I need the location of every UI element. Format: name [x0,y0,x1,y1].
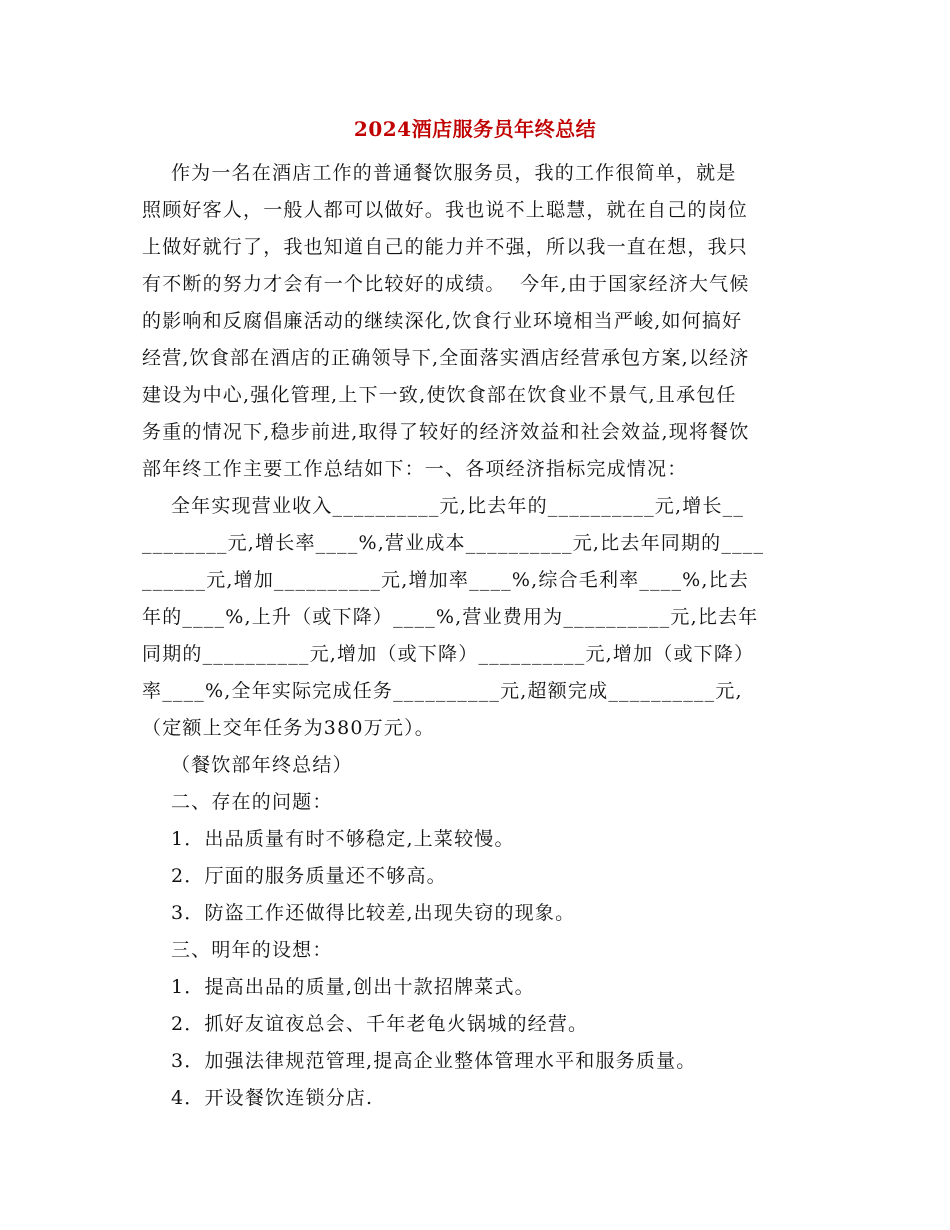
body-line: 经营,饮食部在酒店的正确领导下,全面落实酒店经营承包方案,以经济 [142,347,750,369]
body-line: 年的____%,上升（或下降）____%,营业费用为__________元,比去年 [142,606,759,628]
body-line: 二、存在的问题： [142,791,333,813]
body-line: 4．开设餐饮连锁分店. [142,1087,374,1109]
body-line: 的影响和反腐倡廉活动的继续深化,饮食行业环境相当严峻,如何搞好 [142,310,743,332]
body-line: 3．防盗工作还做得比较差,出现失窃的现象。 [142,902,576,924]
body-line: （餐饮部年终总结） [142,754,353,776]
body-line: 建设为中心,强化管理,上下一致,使饮食部在饮食业不景气,且承包任 [142,384,737,406]
body-line: 部年终工作主要工作总结如下：一、各项经济指标完成情况： [142,458,688,480]
body-line: 全年实现营业收入__________元,比去年的__________元,增长__ [142,495,745,517]
body-line: ________元,增长率____%,营业成本__________元,比去年同期的____ [142,532,765,554]
body-line: （定额上交年任务为380万元）。 [142,717,435,739]
body-line: 有不断的努力才会有一个比较好的成绩。 今年,由于国家经济大气候 [142,273,750,295]
body-line: 2．厅面的服务质量还不够高。 [142,865,447,887]
body-line: 作为一名在酒店工作的普通餐饮服务员，我的工作很简单，就是 [142,162,737,184]
body-line: 务重的情况下,稳步前进,取得了较好的经济效益和社会效益,现将餐饮 [142,421,750,443]
body-line: ______元,增加__________元,增加率____%,综合毛利率____%,比去 [142,569,750,591]
body-line: 3．加强法律规范管理,提高企业整体管理水平和服务质量。 [142,1050,697,1072]
body-line: 2．抓好友谊夜总会、千年老龟火锅城的经营。 [142,1013,589,1035]
body-line: 率____%,全年实际完成任务__________元,超额完成__________元, [142,680,743,702]
body-line: 1．出品质量有时不够稳定,上菜较慢。 [142,828,515,850]
body-line: 三、明年的设想： [142,939,333,961]
body-line: 同期的__________元,增加（或下降）__________元,增加（或下降） [142,643,755,665]
body-line: 上做好就行了，我也知道自己的能力并不强，所以我一直在想，我只 [142,236,749,258]
document-title: 2024酒店服务员年终总结 [353,117,597,141]
body-line: 1．提高出品的质量,创出十款招牌菜式。 [142,976,535,998]
body-line: 照顾好客人，一般人都可以做好。我也说不上聪慧，就在自己的岗位 [142,199,749,221]
